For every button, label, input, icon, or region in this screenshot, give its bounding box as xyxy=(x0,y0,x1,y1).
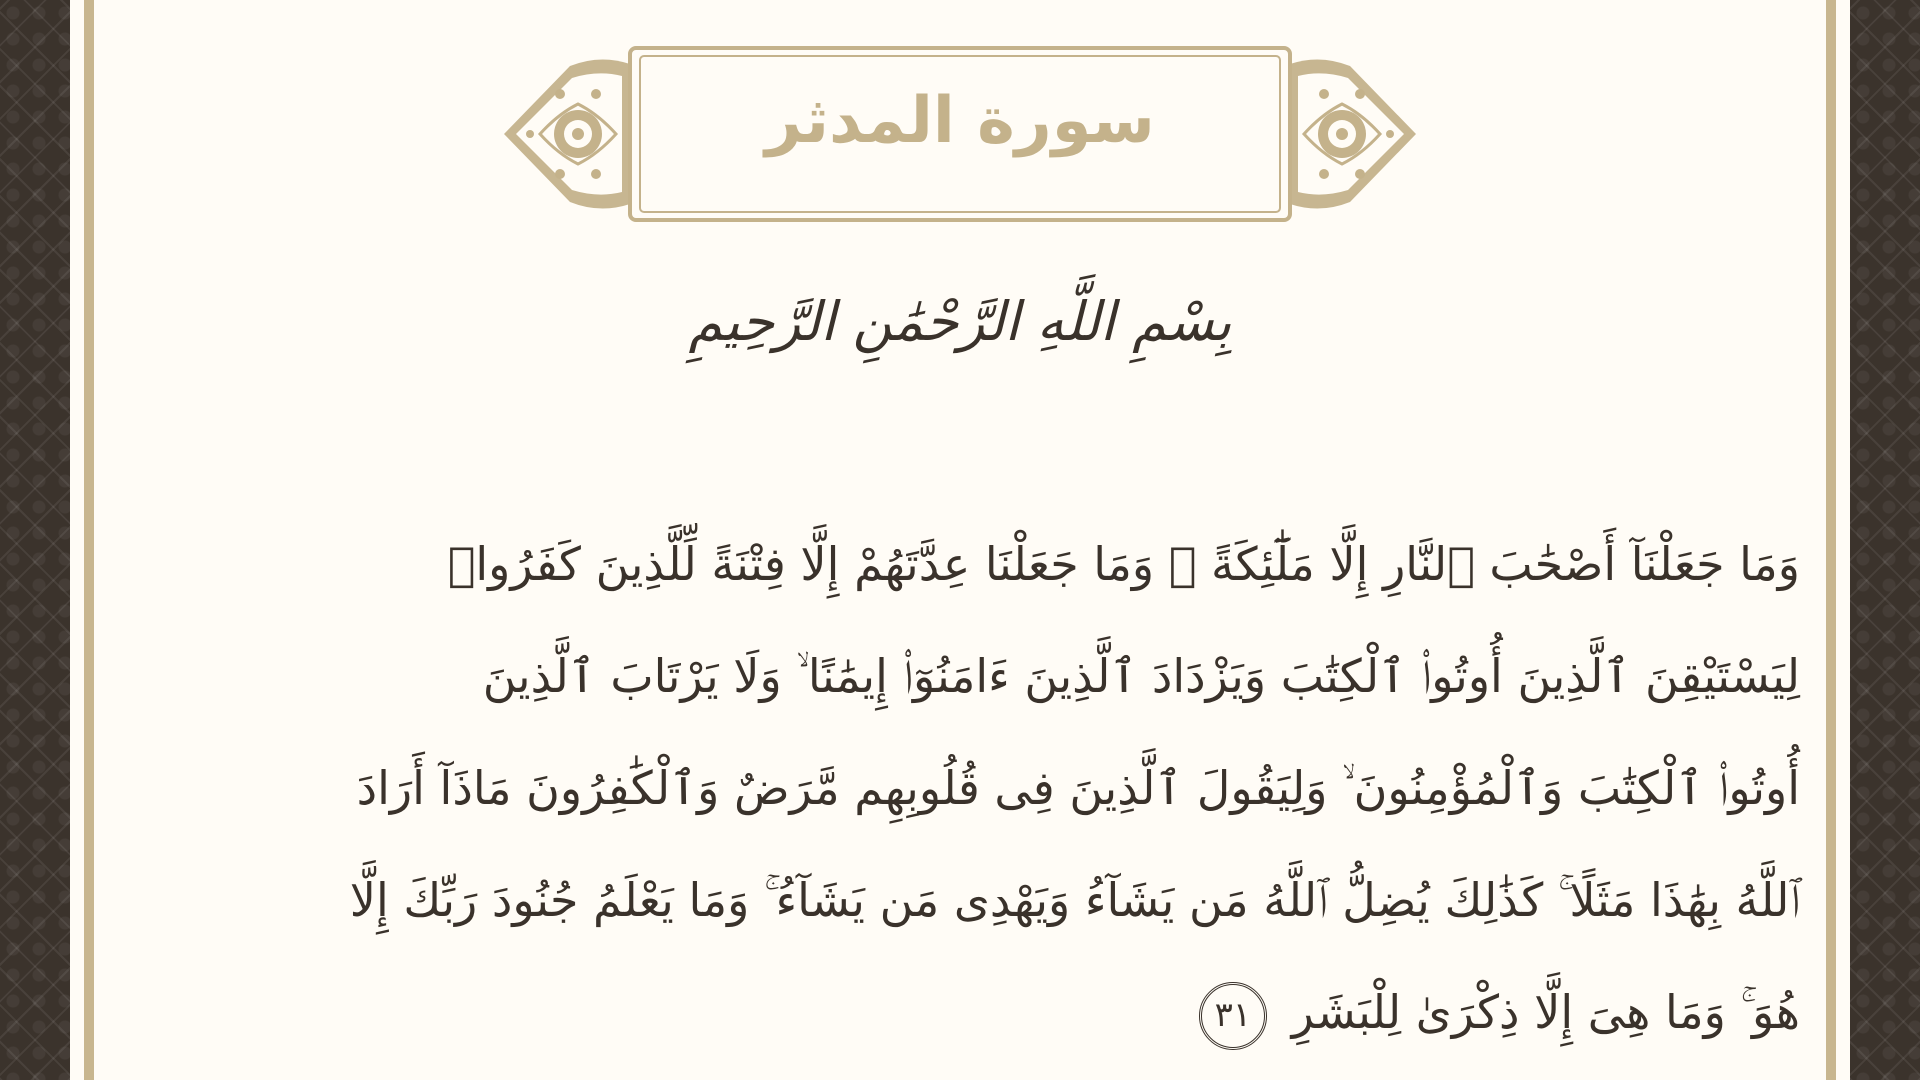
surah-title-cartouche xyxy=(500,44,1420,224)
verse-line: ٱللَّهُ بِهَٰذَا مَثَلًا ۚ كَذَٰلِكَ يُضِلُّ ٱللَّهُ مَن يَشَآءُ وَيَهْدِى مَن يَشَآءُ ۚ وَمَا يَعْلَمُ جُنُودَ رَبِّكَ إِلَّا xyxy=(349,873,1800,927)
right-decorative-border xyxy=(1850,0,1920,1080)
verse-line: وَمَا جَعَلْنَآ أَصْحَٰبَ ٱلنَّارِ إِلَّا مَلَٰٓئِكَةً ۙ وَمَا جَعَلْنَا عِدَّتَهُمْ إِلَّا فِتْنَةً لِّلَّذِينَ كَفَرُوا۟ xyxy=(447,537,1800,591)
surah-title: سورة المدثر xyxy=(765,84,1155,158)
right-gold-rule xyxy=(1826,0,1836,1080)
verse-line: لِيَسْتَيْقِنَ ٱلَّذِينَ أُوتُوا۟ ٱلْكِتَٰبَ وَيَزْدَادَ ٱلَّذِينَ ءَامَنُوٓا۟ إِيمَٰنًا ۙ وَلَا يَرْتَابَ ٱلَّذِينَ xyxy=(482,649,1800,703)
verse-line-last xyxy=(220,956,1800,1068)
basmala: بِسْمِ اللَّهِ الرَّحْمَٰنِ الرَّحِيمِ xyxy=(688,290,1232,353)
verse-line: أُوتُوا۟ ٱلْكِتَٰبَ وَٱلْمُؤْمِنُونَ ۙ وَلِيَقُولَ ٱلَّذِينَ فِى قُلُوبِهِم مَّرَضٌ وَٱلْكَٰفِرُونَ مَاذَآ أَرَادَ xyxy=(356,761,1800,815)
verse-text-block xyxy=(220,508,1800,1068)
verse-line-text: هُوَ ۚ وَمَا هِىَ إِلَّا ذِكْرَىٰ لِلْبَشَرِ xyxy=(1291,985,1800,1039)
ayah-number-marker: ٣١ xyxy=(1199,982,1267,1050)
left-decorative-border xyxy=(0,0,70,1080)
left-gold-rule xyxy=(84,0,94,1080)
